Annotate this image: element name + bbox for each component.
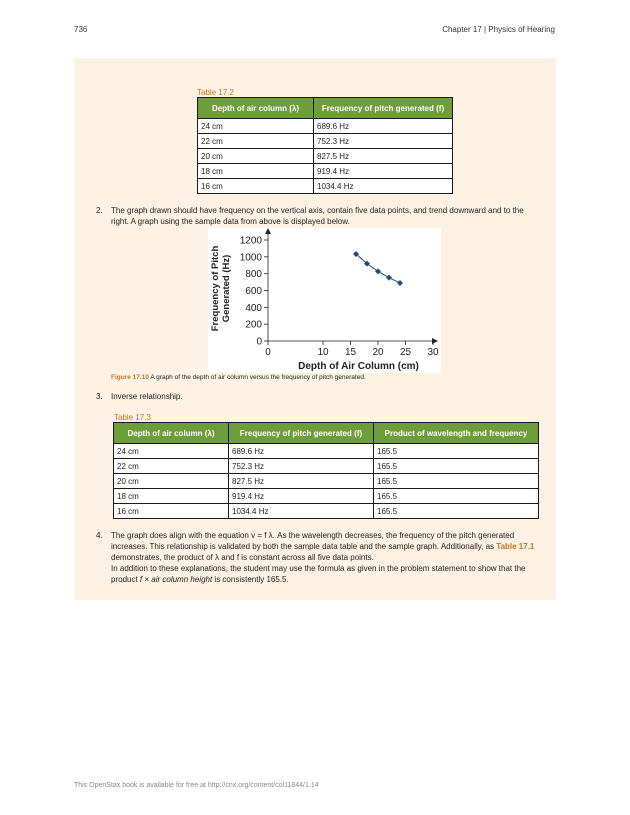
column-header: Frequency of pitch generated (f) bbox=[314, 98, 453, 119]
table-cell: 919.4 Hz bbox=[314, 164, 453, 179]
data-point bbox=[386, 275, 392, 281]
table-caption: Table 17.3 bbox=[114, 413, 151, 422]
x-axis-label: Depth of Air Column (cm) bbox=[298, 361, 419, 372]
item-number: 3. bbox=[96, 392, 103, 401]
table-cell: 16 cm bbox=[198, 179, 314, 194]
data-point bbox=[375, 268, 381, 274]
table-row bbox=[114, 489, 539, 504]
y-tick-label: 800 bbox=[245, 269, 262, 281]
table-cell: 1034.4 Hz bbox=[229, 504, 374, 519]
table-row bbox=[198, 149, 453, 164]
y-tick-label: 1000 bbox=[239, 252, 262, 264]
answer-paragraph bbox=[111, 530, 541, 585]
table-row bbox=[114, 504, 539, 519]
table-cell: 1034.4 Hz bbox=[314, 179, 453, 194]
column-header: Frequency of pitch generated (f) bbox=[229, 423, 374, 444]
column-header: Depth of air column (λ) bbox=[198, 98, 314, 119]
table-cell: 919.4 Hz bbox=[229, 489, 374, 504]
y-tick-label: 200 bbox=[245, 319, 262, 331]
table-cell: 20 cm bbox=[114, 474, 229, 489]
table-cell: 165.5 bbox=[374, 504, 539, 519]
y-axis-label: Generated (Hz) bbox=[221, 254, 232, 323]
y-axis-label: Frequency of Pitch bbox=[210, 245, 221, 332]
table-row bbox=[114, 459, 539, 474]
figure-caption bbox=[111, 374, 366, 381]
chart-area bbox=[208, 228, 441, 373]
table-cell: 689.6 Hz bbox=[314, 119, 453, 134]
answer-paragraph: Inverse relationship. bbox=[111, 392, 183, 401]
x-tick-label: 0 bbox=[265, 347, 271, 358]
item-number: 2. bbox=[96, 206, 103, 215]
table-header-row bbox=[114, 423, 539, 444]
answer-paragraph: The graph drawn should have frequency on the vertical axis, contain five data points, and trend downward and to the right. A graph using the sample data from above is displayed below. bbox=[111, 206, 524, 226]
table-cell: 18 cm bbox=[114, 489, 229, 504]
paragraph-text: is consistently 165.5. bbox=[214, 575, 289, 584]
table-row bbox=[198, 164, 453, 179]
data-table-1 bbox=[197, 97, 453, 194]
column-header: Depth of air column (λ) bbox=[114, 423, 229, 444]
paragraph-text: demonstrates, the product of λ and f is constant across all five data points. bbox=[111, 553, 374, 562]
y-tick-label: 0 bbox=[256, 336, 262, 348]
table-caption: Table 17.2 bbox=[197, 88, 234, 97]
x-tick-label: 10 bbox=[317, 347, 329, 358]
x-tick-label: 15 bbox=[344, 347, 357, 358]
table-cell: 165.5 bbox=[374, 444, 539, 459]
table-cell: 24 cm bbox=[114, 444, 229, 459]
table-cell: 20 cm bbox=[198, 149, 314, 164]
paragraph-text: In addition to these explanations, the student may use the formula as given in the problem statement to show that the product bbox=[111, 564, 526, 584]
x-tick-label: 25 bbox=[399, 347, 412, 358]
table-cell: 827.5 Hz bbox=[229, 474, 374, 489]
y-tick-label: 600 bbox=[245, 286, 262, 297]
table-cell: 18 cm bbox=[198, 164, 314, 179]
formula-text: f × air column height bbox=[139, 575, 213, 584]
table-cell: 827.5 Hz bbox=[314, 149, 453, 164]
table-row bbox=[114, 444, 539, 459]
table-cell: 165.5 bbox=[374, 459, 539, 474]
figure-caption-text: A graph of the depth of air column versus the frequency of pitch generated. bbox=[150, 374, 366, 381]
item-number: 4. bbox=[96, 531, 103, 540]
data-table-2 bbox=[113, 422, 539, 519]
paragraph-text: The graph does align with the equation v = f λ. As the wavelength decreases, the frequency of the pitch generated increases. This relationship is validated by both the sample data table and the sample graph. Additionally, as bbox=[111, 531, 515, 551]
table-cell: 16 cm bbox=[114, 504, 229, 519]
scatter-chart bbox=[208, 228, 441, 373]
table-row bbox=[198, 134, 453, 149]
y-tick-label: 400 bbox=[245, 302, 262, 314]
chapter-title: Chapter 17 | Physics of Hearing bbox=[442, 25, 555, 34]
table-cell: 165.5 bbox=[374, 474, 539, 489]
footer-text: This OpenStax book is available for free at http://cnx.org/content/col11844/1.14 bbox=[74, 782, 319, 789]
table-cell: 24 cm bbox=[198, 119, 314, 134]
table-cell: 22 cm bbox=[114, 459, 229, 474]
table-cell: 165.5 bbox=[374, 489, 539, 504]
table-cell: 752.3 Hz bbox=[229, 459, 374, 474]
column-header: Product of wavelength and frequency bbox=[374, 423, 539, 444]
table-cell: 689.6 Hz bbox=[229, 444, 374, 459]
table-header-row bbox=[198, 98, 453, 119]
table-cell: 22 cm bbox=[198, 134, 314, 149]
table-row bbox=[198, 179, 453, 194]
table-cell: 752.3 Hz bbox=[314, 134, 453, 149]
y-tick-label: 1200 bbox=[239, 235, 262, 247]
page-number: 736 bbox=[74, 25, 88, 34]
figure-label: Figure 17.10 bbox=[111, 374, 149, 381]
x-tick-label: 30 bbox=[427, 347, 439, 358]
table-row bbox=[198, 119, 453, 134]
x-tick-label: 20 bbox=[372, 347, 384, 358]
y-axis-arrow bbox=[265, 228, 271, 234]
table-reference-link[interactable]: Table 17.1 bbox=[496, 542, 535, 551]
data-point bbox=[397, 280, 403, 286]
table-row bbox=[114, 474, 539, 489]
